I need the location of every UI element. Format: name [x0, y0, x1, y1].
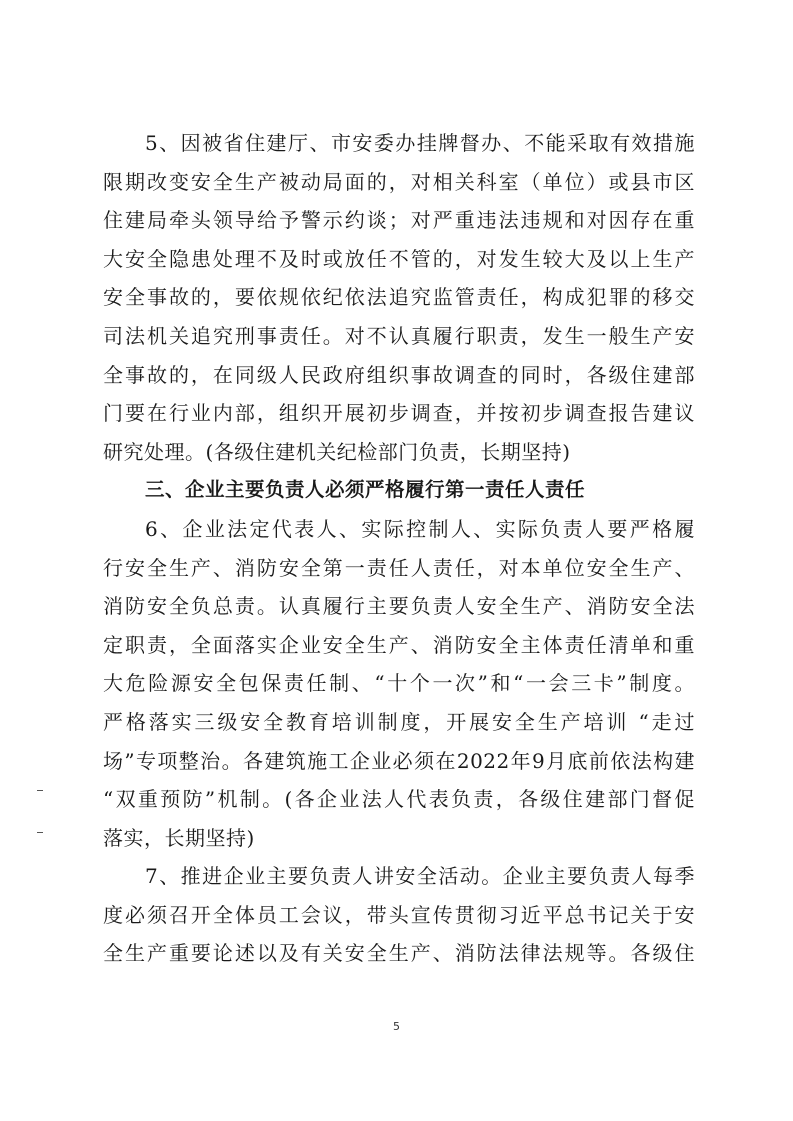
paragraph-6-line-9: 落实，长期坚持) — [103, 825, 255, 850]
paragraph-5-line-6: 司法机关追究刑事责任。对不认真履行职责，发生一般生产安 — [103, 323, 695, 348]
paragraph-5-line-5: 安全事故的，要依规依纪依法追究监管责任，构成犯罪的移交 — [103, 285, 695, 310]
paragraph-6-line-6: 严格落实三级安全教育培训制度，开展安全生产培训 “走过 — [103, 709, 695, 734]
paragraph-7-line-3: 全生产重要论述以及有关安全生产、消防法律法规等。各级住 — [103, 941, 695, 966]
paragraph-5-line-8: 门要在行业内部，组织开展初步调查，并按初步调查报告建议 — [103, 401, 695, 426]
paragraph-6-line-2: 行安全生产、消防安全第一责任人责任，对本单位安全生产、 — [103, 555, 695, 580]
paragraph-5-line-4: 大安全隐患处理不及时或放任不管的，对发生较大及以上生产 — [103, 246, 695, 271]
paragraph-6-line-5: 大危险源安全包保责任制、“十个一次”和“一会三卡”制度。 — [103, 671, 695, 696]
body-text — [103, 124, 695, 973]
paragraph-6-line-8: “双重预防”机制。(各企业法人代表负责，各级住建部门督促 — [103, 787, 695, 812]
paragraph-6-line-1: 6、企业法定代表人、实际控制人、实际负责人要严格履 — [145, 516, 695, 541]
paragraph-7-line-2: 度必须召开全体员工会议，带头宣传贯彻习近平总书记关于安 — [103, 902, 695, 927]
paragraph-5-line-7: 全事故的，在同级人民政府组织事故调查的同时，各级住建部 — [103, 362, 695, 387]
paragraph-5-line-1: 5、因被省住建厅、市安委办挂牌督办、不能采取有效措施 — [145, 131, 695, 155]
page-number: 5 — [393, 1020, 400, 1033]
section-heading-3: 三、企业主要负责人必须严格履行第一责任人责任 — [145, 478, 586, 502]
paragraph-7-line-1: 7、推进企业主要负责人讲安全活动。企业主要负责人每季 — [145, 864, 695, 889]
paragraph-6-line-3: 消防安全负总责。认真履行主要负责人安全生产、消防安全法 — [103, 594, 695, 619]
paragraph-6-line-7: 场”专项整治。各建筑施工企业必须在2022年9月底前依法构建 — [103, 748, 695, 773]
binding-margin-mark — [37, 832, 43, 833]
paragraph-5-line-2: 限期改变安全生产被动局面的，对相关科室（单位）或县市区 — [103, 169, 695, 194]
paragraph-5-line-9: 研究处理。(各级住建机关纪检部门负责，长期坚持) — [103, 439, 571, 464]
binding-margin-mark — [37, 790, 43, 791]
paragraph-5-line-3: 住建局牵头领导给予警示约谈；对严重违法违规和对因存在重 — [103, 208, 695, 233]
paragraph-6-line-4: 定职责，全面落实企业安全生产、消防安全主体责任清单和重 — [103, 632, 695, 657]
